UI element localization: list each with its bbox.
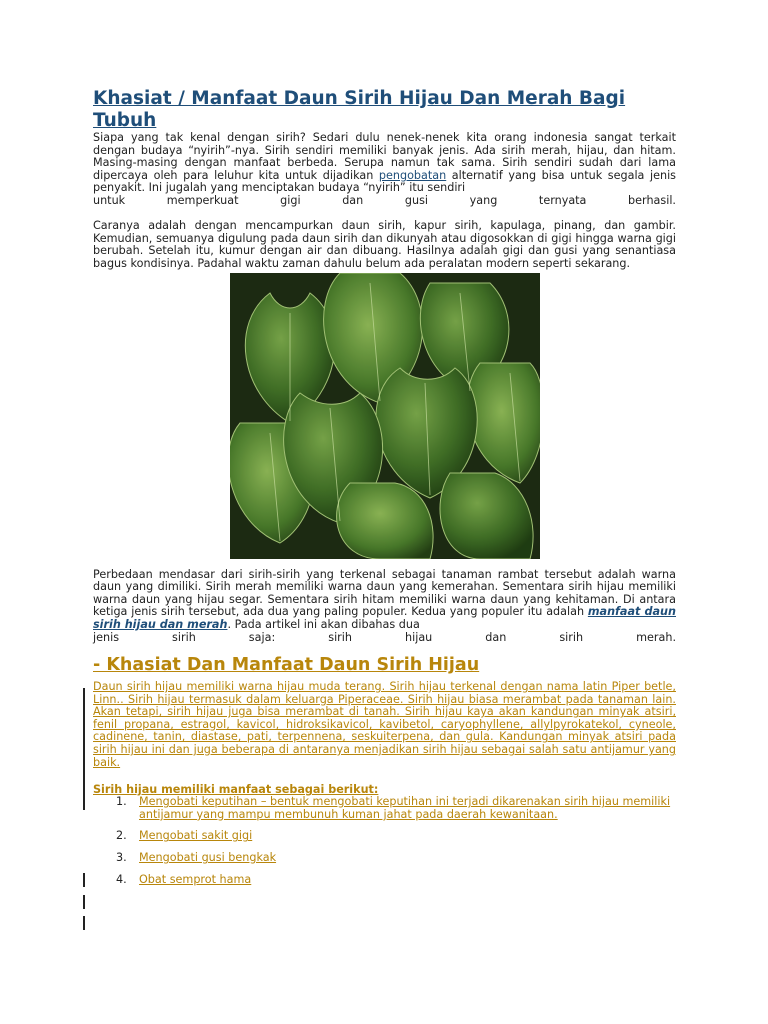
- difference-paragraph: [93, 569, 676, 632]
- list-item: [93, 796, 676, 821]
- list-text: Mengobati gusi bengkak: [139, 851, 277, 865]
- section-heading: - Khasiat Dan Manfaat Daun Sirih Hijau: [93, 655, 480, 676]
- list-text: Obat semprot hama: [139, 872, 252, 886]
- document-page: [93, 88, 676, 886]
- difference-text-2: . Pada artikel ini akan dibahas dua: [227, 617, 420, 631]
- list-number: 2.: [116, 829, 127, 843]
- section-paragraph-text: Daun sirih hijau memiliki warna hijau muda terang. Sirih hijau terkenal dengan nama latin Piper betle, Linn.. Sirih hijau termasuk dalam keluarga Piperaceae. Sirih hijau biasa merambat pada tanaman lain. Akan tetapi, sirih hijau juga bisa merambat di tanah. Sirih hijau kaya akan kandungan minyak atsiri, fenil propana, estragol, kavicol, hidroksikavicol, kavibetol, caryophyllene, allylpyrokatekol, cyneole, cadinene, tanin, diastase, pati, terpennena, seskuiterpena, dan gula. Kandungan minyak atsiri pada sirih hijau ini dan juga beberapa di antaranya menjadikan sirih hijau sebagai salah satu antijamur yang baik.: [93, 680, 676, 769]
- section-paragraph: [93, 681, 676, 769]
- change-bar: [83, 916, 85, 930]
- list-number: 4.: [116, 872, 127, 886]
- method-paragraph: Caranya adalah dengan mencampurkan daun sirih, kapur sirih, kapulaga, pinang, dan gambir. Kemudian, semuanya digulung pada daun sirih dan dikunyah atau digosokkan di gigi hingga warna gigi berubah. Setelah itu, kumur dengan air dan dibuang. Hasilnya adalah gigi dan gusi yang senantiasa bagus kondisinya. Padahal waktu zaman dahulu belum ada peralatan modern seperti sekarang.: [93, 219, 676, 270]
- intro-text-2: alternatif yang bisa untuk segala jenis penyakit. Ini jugalah yang menciptakan budaya “nyirih” itu sendiri: [93, 168, 677, 195]
- difference-last-line: jenis sirih saja: sirih hijau dan sirih merah.: [93, 630, 676, 644]
- article-title: Khasiat / Manfaat Daun Sirih Hijau Dan Merah Bagi Tubuh: [93, 88, 626, 131]
- list-text: Mengobati sakit gigi: [139, 829, 253, 843]
- change-bar: [83, 688, 85, 810]
- list-number: 3.: [116, 851, 127, 865]
- change-bar: [83, 873, 85, 887]
- manfaat-sirih-link[interactable]: manfaat daun sirih hijau dan merah: [93, 605, 676, 631]
- benefits-heading: Sirih hijau memiliki manfaat sebagai berikut:: [93, 783, 379, 797]
- list-number: 1.: [116, 795, 127, 809]
- pengobatan-link[interactable]: pengobatan: [378, 168, 447, 182]
- betel-leaf-photo: [230, 273, 540, 559]
- benefits-list: [93, 796, 676, 886]
- intro-last-line: untuk memperkuat gigi dan gusi yang ternyata berhasil.: [93, 193, 676, 207]
- list-item: [93, 830, 676, 843]
- list-item: [93, 852, 676, 865]
- change-bar: [83, 895, 85, 909]
- list-text: Mengobati keputihan – bentuk mengobati keputihan ini terjadi dikarenakan sirih hijau memiliki antijamur yang mampu membunuh kuman jahat pada daerah kewanitaan.: [139, 795, 671, 821]
- list-item: [93, 874, 676, 887]
- intro-text-1: Siapa yang tak kenal dengan sirih? Sedari dulu nenek-nenek kita orang indonesia sangat terkait dengan budaya “nyirih”-nya. Sirih sendiri memiliki banyak jenis. Ada sirih merah, hijau, dan hitam. Masing-masing dengan manfaat berbeda. Serupa namun tak sama. Sirih sendiri sudah dari lama dipercaya oleh para leluhur kita untuk dijadikan: [93, 131, 676, 182]
- difference-text-1: Perbedaan mendasar dari sirih-sirih yang terkenal sebagai tanaman rambat tersebut adalah warna daun yang dimiliki. Sirih merah memiliki warna daun yang kemerahan. Sementara sirih hijau memiliki warna daun yang hijau segar. Sementara sirih hitam memiliki warna daun yang kehitaman. Di antara ketiga jenis sirih tersebut, ada dua yang paling populer. Kedua yang populer itu adalah: [93, 567, 676, 619]
- intro-paragraph: [93, 132, 676, 195]
